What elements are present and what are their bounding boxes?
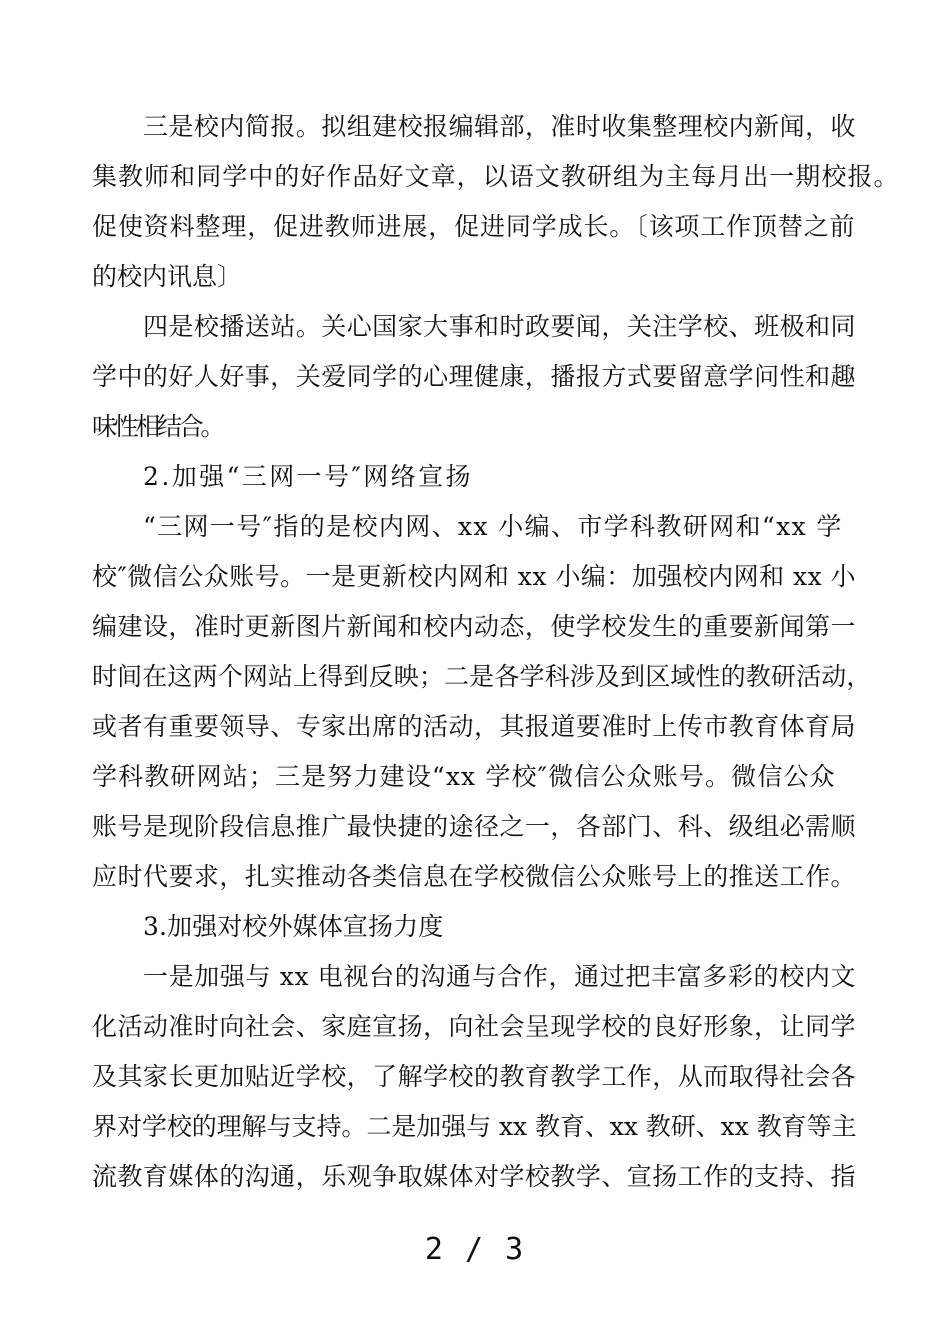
page-number: 2 / 3: [424, 1232, 526, 1267]
text-line: 应时代要求，扎实推动各类信息在学校微信公众账号上的推送工作。: [92, 862, 857, 891]
text-line: 账号是现阶段信息推广最快捷的途径之一，各部门、科、级组必需顺: [92, 812, 857, 841]
text-line: 流教育媒体的沟通，乐观争取媒体对学校教学、宣扬工作的支持、指: [92, 1162, 857, 1191]
text-line: 一是加强与 xx 电视台的沟通与合作，通过把丰富多彩的校内文: [143, 962, 857, 991]
text-line: 学科教研网站；三是努力建设“xx 学校″微信公众账号。微信公众: [92, 762, 836, 791]
text-line: 编建设，准时更新图片新闻和校内动态，使学校发生的重要新闻第一: [92, 612, 857, 641]
section-heading: 3.加强对校外媒体宣扬力度: [143, 912, 444, 941]
text-line: “三网一号″指的是校内网、xx 小编、市学科教研网和“xx 学: [143, 512, 843, 541]
text-line: 集教师和同学中的好作品好文章，以语文教研组为主每月出一期校报。: [92, 162, 900, 191]
text-line: 味性相结合。: [92, 412, 223, 441]
text-line: 促使资料整理，促进教师进展，促进同学成长。〔该项工作顶替之前: [92, 212, 856, 241]
text-line: 学中的好人好事，关爱同学的心理健康，播报方式要留意学问性和趣: [92, 362, 857, 391]
text-line: 及其家长更加贴近学校，了解学校的教育教学工作，从而取得社会各: [92, 1062, 857, 1091]
text-line: 校″微信公众账号。一是更新校内网和 xx 小编：加强校内网和 xx 小: [92, 562, 857, 591]
text-line: 界对学校的理解与支持。二是加强与 xx 教育、xx 教研、xx 教育等主: [92, 1112, 857, 1141]
text-line: 的校内讯息〕: [92, 262, 243, 291]
section-heading: 2.加强“三网一号″网络宣扬: [143, 462, 473, 491]
text-line: 三是校内简报。拟组建校报编辑部，准时收集整理校内新闻，收: [143, 112, 857, 141]
text-line: 四是校播送站。关心国家大事和时政要闻，关注学校、班极和同: [143, 312, 857, 341]
text-line: 化活动准时向社会、家庭宣扬，向社会呈现学校的良好形象，让同学: [92, 1012, 857, 1041]
text-line: 或者有重要领导、专家出席的活动，其报道要准时上传市教育体育局: [92, 712, 857, 741]
text-line: 时间在这两个网站上得到反映；二是各学科涉及到区域性的教研活动，: [92, 662, 872, 691]
